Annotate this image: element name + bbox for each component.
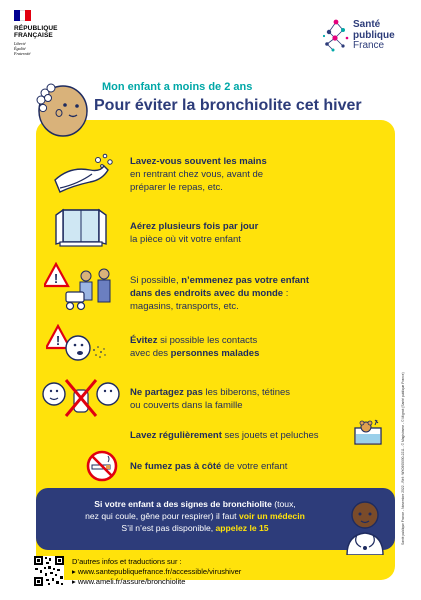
sante-publique-france-logo [321,18,413,58]
doctor-warning-band [36,488,395,550]
item-aeration [130,220,258,246]
text-segment: Si possible, [130,275,182,286]
doctor-illustration [343,495,387,555]
doctor-warning-text [50,498,340,534]
spf-line2: publique [353,29,395,41]
bold-text: Lavez régulièrement [130,430,222,441]
text-segment: les biberons, tétines [202,387,291,398]
footer-intro: D’autres infos et traductions sur : [72,557,182,566]
french-flag-icon [14,10,31,21]
item-sick-contact [130,334,259,360]
text-segment: ses jouets et peluches [221,430,319,441]
page-title: Pour éviter la bronchiolite cet hiver [94,97,362,114]
footer-link-ameli[interactable]: ▸ www.ameli.fr/assure/bronchiolite [72,577,186,586]
toys-washing-icon [353,418,383,446]
no-smoking-icon [86,450,118,482]
text-segment: la pièce où vit votre enfant [130,234,241,245]
text-segment: avec des [130,348,171,359]
republique-francaise-logo [14,10,84,56]
republique-motto: Liberté Égalité Fraternité [14,41,31,56]
bold-text: dans des endroits avec du monde [130,288,284,299]
item-no-sharing [130,386,290,412]
text-segment: ou couverts dans la famille [130,400,243,411]
text-segment: : [283,288,289,299]
text-segment: (toux, [271,499,296,509]
text-segment: de votre enfant [221,461,288,472]
bold-text: Aérez plusieurs fois par jour [130,221,259,232]
bold-text: Ne partagez pas [130,387,203,398]
baby-illustration [31,77,91,139]
subtitle: Mon enfant a moins de 2 ans [102,81,253,93]
item-hand-washing [130,155,267,194]
text-segment: en rentrant chez vous, avant de [130,169,264,180]
bold-text: Si votre enfant a des signes de bronchiolite [94,499,272,509]
item-toys [130,429,319,442]
bold-text: Évitez [130,335,158,346]
text-segment: nez qui coule, gêne pour respirer) il faut [85,511,239,521]
republique-francaise-text: RÉPUBLIQUE FRANÇAISE [14,25,58,39]
side-credits: Santé publique France - Novembre 2022 - Réf : WX0905000-2211 - © Magistrame - © Mignot (Santé publique France) [401,372,405,545]
bold-text: n’emmenez pas votre enfant [181,275,309,286]
text-segment: magasins, transports, etc. [130,301,239,312]
highlight-text: appelez le 15 [215,523,269,533]
spf-line1: Santé [353,19,381,30]
bold-text: Ne fumez pas à côté [130,461,222,472]
bold-text: Lavez-vous souvent les mains [130,156,267,167]
text-segment: S’il n’est pas disponible, [121,523,216,533]
sick-person-icon [46,324,108,366]
hand-washing-icon [50,150,120,195]
qr-code[interactable] [34,556,64,586]
item-crowds [130,274,309,313]
footer-links [72,557,241,587]
highlight-text: voir un médecin [238,511,305,521]
spf-molecule-icon [321,18,351,54]
open-window-icon [55,206,107,248]
spf-line3: France [353,40,385,51]
svg-text:!: ! [53,271,59,286]
no-sharing-icon [40,376,124,420]
svg-text:!: ! [55,333,61,348]
text-segment: préparer le repas, etc. [130,182,223,193]
text-segment: si possible les contacts [157,335,258,346]
bold-text: personnes malades [170,348,260,359]
item-no-smoking [130,460,287,473]
crowd-warning-icon [44,262,122,314]
footer-link-sante[interactable]: ▸ www.santepubliquefrance.fr/accessible/virushiver [72,567,242,576]
